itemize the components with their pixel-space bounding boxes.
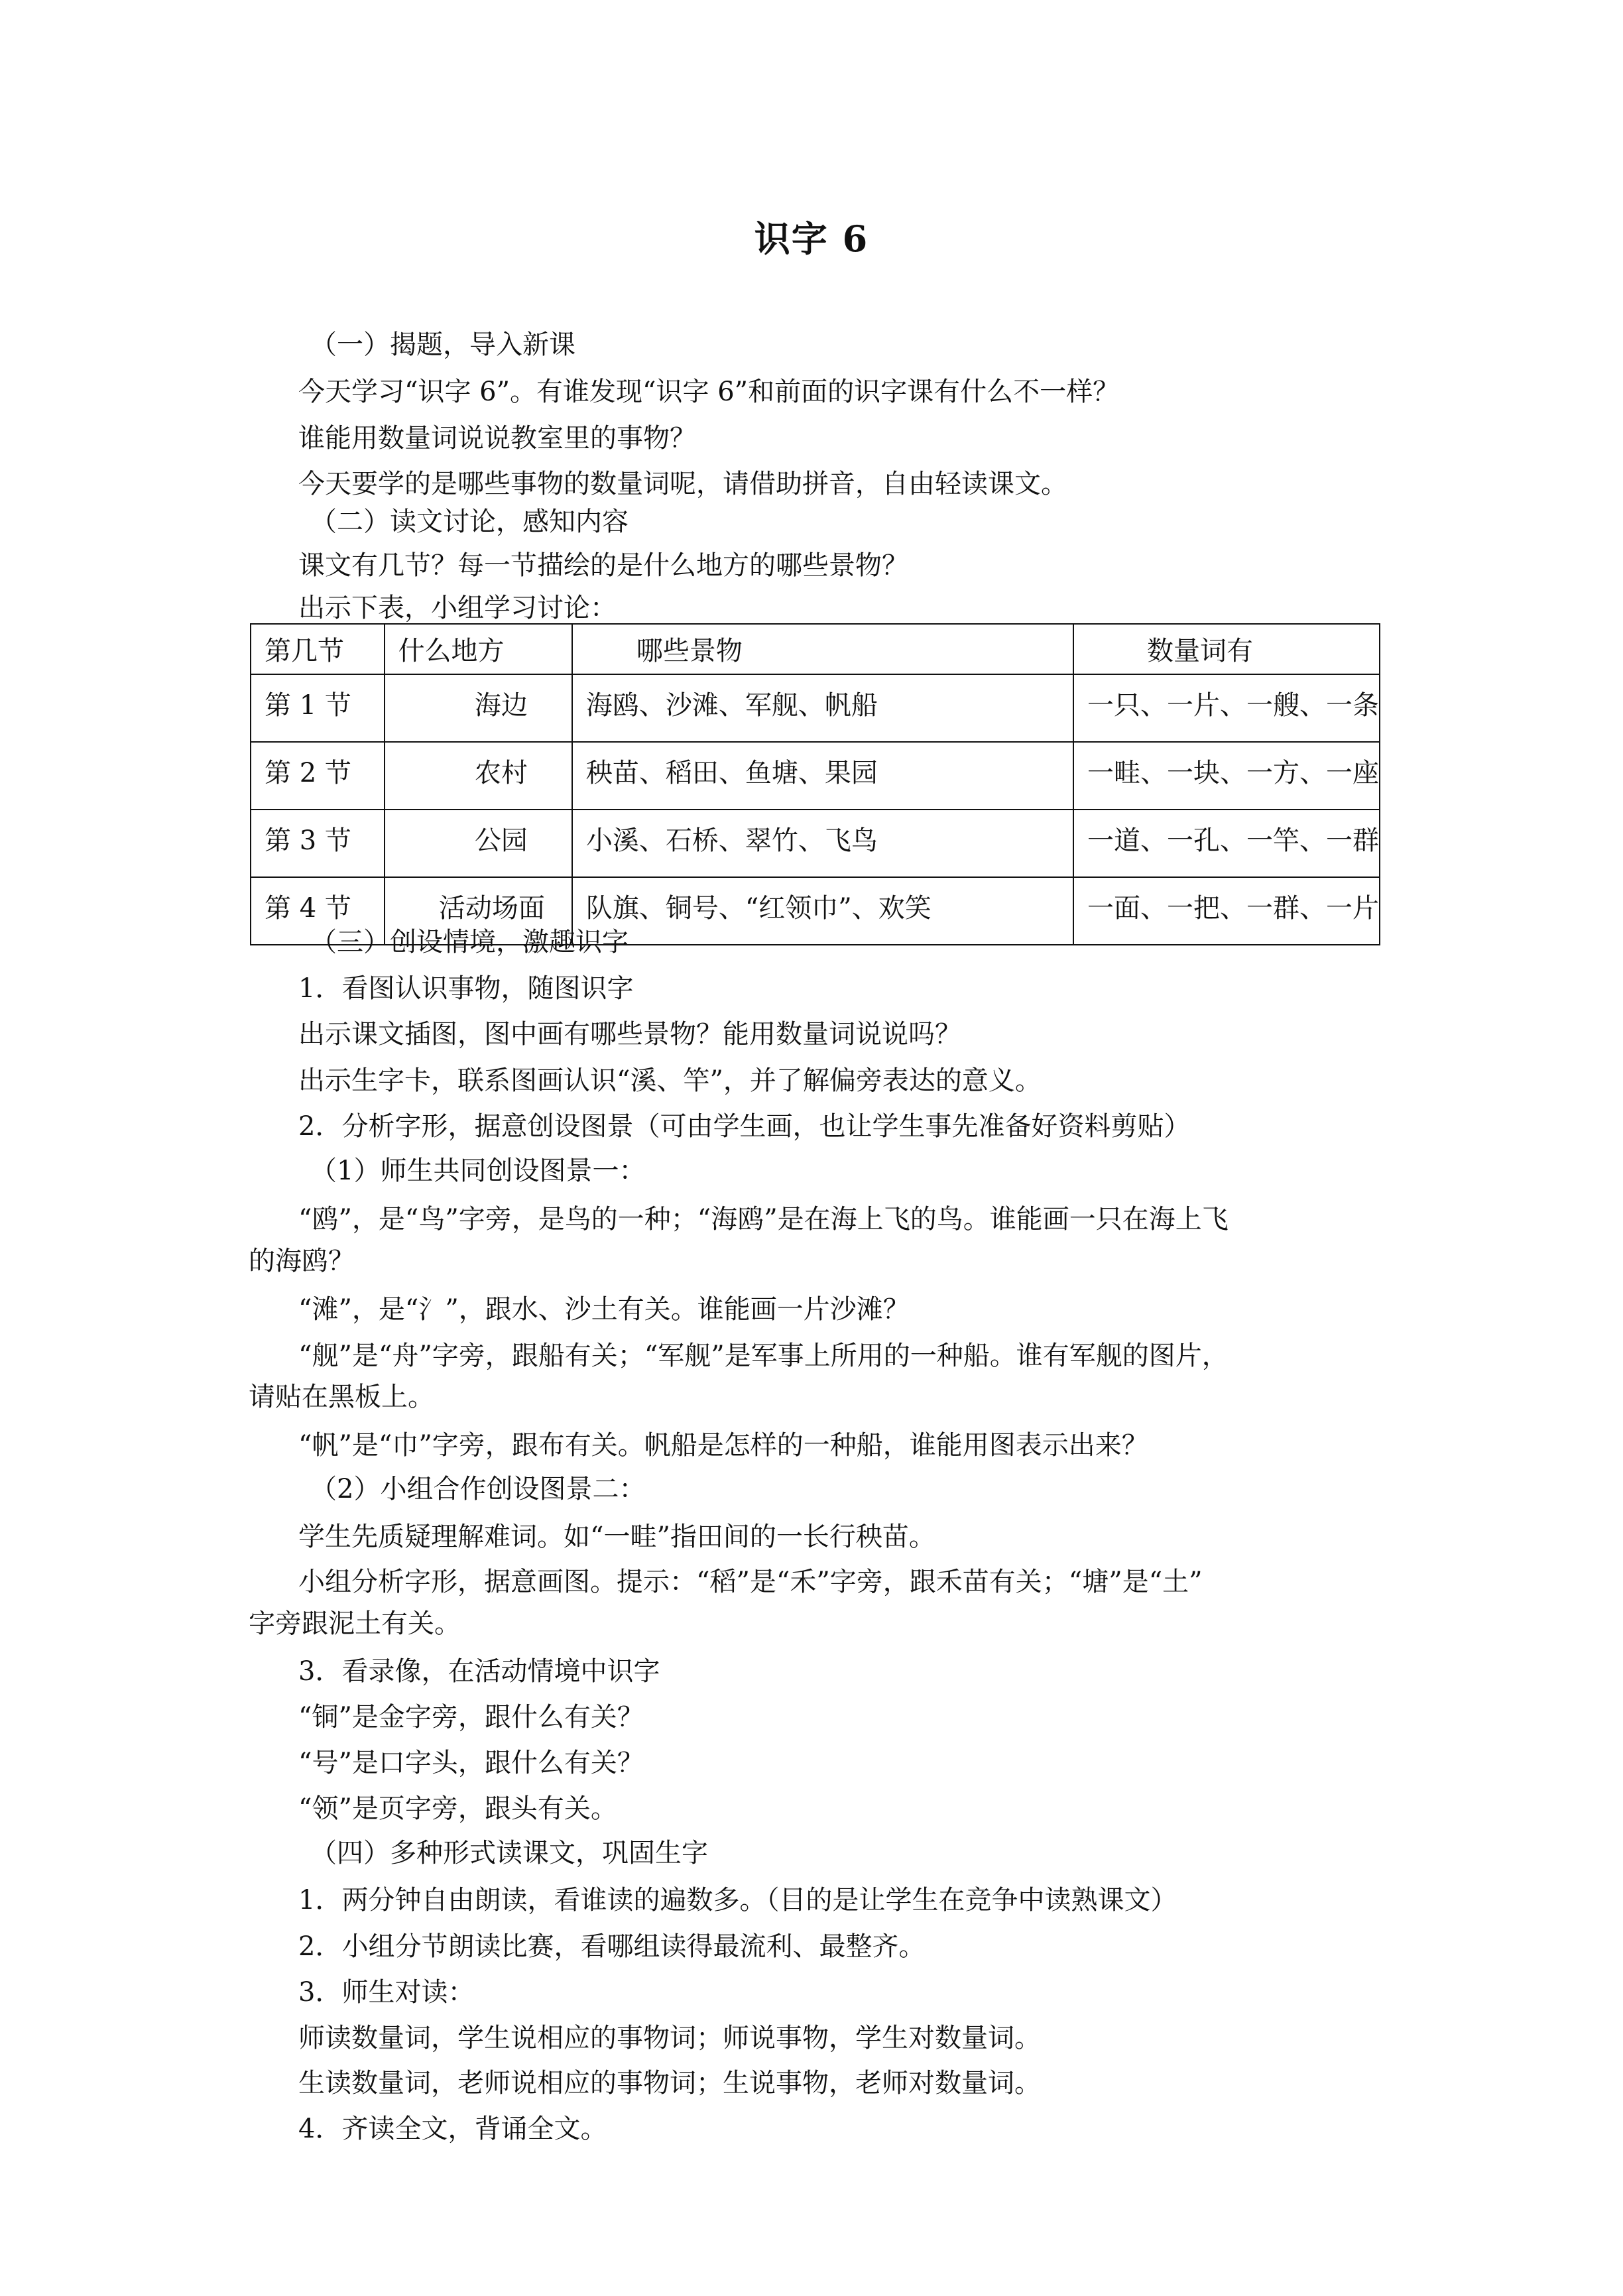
paragraph: “滩”，是“氵”，跟水、沙土有关。谁能画一片沙滩？	[298, 1294, 910, 1325]
table-cell: 农村	[385, 742, 572, 810]
table-cell: 一只、一片、一艘、一条	[1073, 674, 1380, 742]
paragraph: 2．分析字形，据意创设图景（可由学生画，也让学生事先准备好资料剪贴）	[298, 1111, 1191, 1142]
subsection-heading: （1）师生共同创设图景一：	[310, 1156, 646, 1186]
paragraph: “领”是页字旁，跟头有关。	[298, 1793, 617, 1824]
table-cell: 海边	[385, 674, 572, 742]
table-cell: 一畦、一块、一方、一座	[1073, 742, 1380, 810]
paragraph: “舰”是“舟”字旁，跟船有关；“军舰”是军事上所用的一种船。谁有军舰的图片，	[298, 1341, 1229, 1371]
paragraph: “号”是口字头，跟什么有关？	[298, 1748, 644, 1778]
table-header-cell: 数量词有	[1073, 624, 1380, 674]
table-cell: 一道、一孔、一竿、一群	[1073, 810, 1380, 877]
table-cell: 第 2 节	[251, 742, 385, 810]
section-heading: （二）读文讨论，感知内容	[310, 507, 629, 537]
table-header-cell: 哪些景物	[572, 624, 1073, 674]
table-row	[251, 742, 1380, 810]
table-cell: 第 1 节	[251, 674, 385, 742]
paragraph: 出示下表，小组学习讨论：	[298, 593, 617, 623]
paragraph: 今天学习“识字 6”。有谁发现“识字 6”和前面的识字课有什么不一样？	[298, 377, 1120, 407]
paragraph: 出示生字卡，联系图画认识“溪、竿”，并了解偏旁表达的意义。	[298, 1065, 1042, 1096]
paragraph-continuation: 请贴在黑板上。	[249, 1382, 434, 1412]
section-heading: （一）揭题，导入新课	[310, 330, 575, 360]
paragraph: 出示课文插图，图中画有哪些景物？能用数量词说说吗？	[298, 1019, 961, 1050]
paragraph-continuation: 字旁跟泥土有关。	[249, 1608, 461, 1639]
table-header-cell: 第几节	[251, 624, 385, 674]
table-header-row	[251, 624, 1380, 674]
table-cell: 一面、一把、一群、一片	[1073, 877, 1380, 945]
paragraph: 学生先质疑理解难词。如“一畦”指田间的一长行秧苗。	[298, 1522, 935, 1552]
table-header-cell: 什么地方	[385, 624, 572, 674]
paragraph: 1．看图认识事物，随图识字	[298, 973, 634, 1004]
section-heading: （三）创设情境，激趣识字	[310, 927, 629, 957]
table-row	[251, 810, 1380, 877]
table-cell: 活动场面	[385, 877, 572, 945]
paragraph-continuation: 的海鸥？	[249, 1246, 355, 1276]
paragraph: 2．小组分节朗读比赛，看哪组读得最流利、最整齐。	[298, 1931, 926, 1962]
paragraph: 4．齐读全文，背诵全文。	[298, 2114, 607, 2144]
paragraph: 3．师生对读：	[298, 1977, 475, 2008]
table-cell: 第 4 节	[251, 877, 385, 945]
table-cell: 公园	[385, 810, 572, 877]
table-cell: 海鸥、沙滩、军舰、帆船	[572, 674, 1073, 742]
paragraph: 师读数量词，学生说相应的事物词；师说事物，学生对数量词。	[298, 2023, 1041, 2053]
table-cell: 第 3 节	[251, 810, 385, 877]
paragraph: 3．看录像，在活动情境中识字	[298, 1656, 660, 1687]
paragraph: “鸥”，是“鸟”字旁，是鸟的一种；“海鸥”是在海上飞的鸟。谁能画一只在海上飞	[298, 1204, 1229, 1235]
paragraph: 生读数量词，老师说相应的事物词；生说事物，老师对数量词。	[298, 2068, 1041, 2098]
table-row	[251, 674, 1380, 742]
paragraph: 小组分析字形，据意画图。提示：“稻”是“禾”字旁，跟禾苗有关；“塘”是“土”	[298, 1567, 1203, 1597]
table-cell: 队旗、铜号、“红领巾”、欢笑	[572, 877, 1073, 945]
table-cell: 小溪、石桥、翠竹、飞鸟	[572, 810, 1073, 877]
paragraph: 1．两分钟自由朗读，看谁读的遍数多。（目的是让学生在竞争中读熟课文）	[298, 1885, 1177, 1915]
paragraph: “帆”是“巾”字旁，跟布有关。帆船是怎样的一种船，谁能用图表示出来？	[298, 1430, 1148, 1461]
discussion-table	[250, 623, 1380, 945]
subsection-heading: （2）小组合作创设图景二：	[310, 1474, 646, 1504]
paragraph: 今天要学的是哪些事物的数量词呢，请借助拼音，自由轻读课文。	[298, 469, 1067, 499]
page-title: 识字 6	[754, 217, 869, 260]
paragraph: 谁能用数量词说说教室里的事物？	[298, 423, 696, 453]
paragraph: “铜”是金字旁，跟什么有关？	[298, 1702, 644, 1732]
paragraph: 课文有几节？每一节描绘的是什么地方的哪些景物？	[298, 550, 908, 581]
section-heading: （四）多种形式读课文，巩固生字	[310, 1838, 708, 1868]
table-cell: 秧苗、稻田、鱼塘、果园	[572, 742, 1073, 810]
